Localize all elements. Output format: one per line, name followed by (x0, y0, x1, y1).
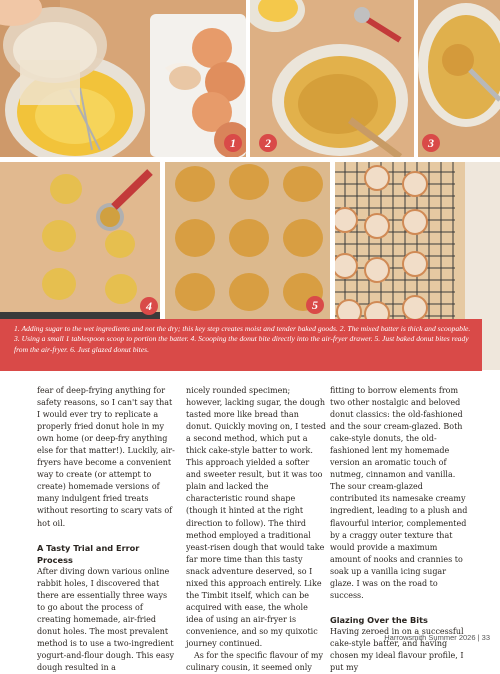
photo-air-fryer-drawer (0, 162, 160, 320)
photo-mixed-batter (250, 0, 414, 157)
text-column-3 (330, 385, 470, 674)
col2-paragraph-2: As for the specific flavour of my culinary cousin, it seemed only (186, 651, 323, 673)
badge-3: 3 (422, 134, 440, 152)
badge-2: 2 (259, 134, 277, 152)
photo-mixed-batter-art (250, 0, 414, 157)
heading-tasty-trial: A Tasty Trial and Error Process (37, 542, 140, 565)
photo-air-fryer-drawer-art (0, 162, 160, 320)
badge-1: 1 (224, 134, 242, 152)
photo-scoop-batter (418, 0, 500, 157)
col1-paragraph-2: After diving down various online rabbit holes, I discovered that there are essentially three ways to go about the process of creating homemade, air-fried donut holes. The most prevalent method is to use a two-ingredient yogurt-and-flour dough. This easy dough resulted in a (37, 566, 175, 672)
page-footer: Harrowsmith Summer 2026 | 33 (384, 633, 490, 642)
col1-paragraph-1: fear of deep-frying anything for safety reasons, so I can't say that I would ever try to replicate a properly fried donut hole in my own home (or deep-fry anything else for that matter!). Luckily, air-fryers have become a convenient way to create (or attempt to create) homemade versions of many indulgent fried treats without resorting to scary vats of hot oil. (37, 386, 175, 528)
photo-adding-sugar-art (0, 0, 246, 157)
col2-paragraph-1: nicely rounded specimen; however, lacking sugar, the dough tasted more like bread than donut. Quickly moving on, I tested a second method, which put a thick cake-style batter to work. This approach yielded a softer and sweeter result, but it was too plain and lacked the characteristic round shape (though it hinted at the right direction to follow). The third method employed a traditional yeast-risen dough that would take far more time than this tasty snack adventure deserved, so I nixed this approach entirely. Like the Timbit itself, which can be acquired with ease, the whole idea of using an air-fryer is convenience, and so my quixotic journey continued. (186, 386, 326, 648)
text-column-2 (186, 385, 326, 674)
photo-baked-bites (165, 162, 330, 320)
text-column-1 (37, 385, 177, 674)
photo-baked-bites-art (165, 162, 330, 320)
col3-paragraph-2: Having zeroed in on a successful cake-style batter, and having chosen my ideal flavour profile, I put my (330, 626, 464, 672)
col3-paragraph-1: fitting to borrow elements from two other nostalgic and beloved donut classics: the old-fashioned and the sour cream-glazed. Both cake-style donuts, the old-fashioned lent my homemade version an aromatic touch of nutmeg, cinnamon and vanilla. The sour cream-glazed contributed its namesake creamy ingredient, leading to a plush and flavourful interior, complemented by a craggy outer texture that would provide a maximum amount of nooks and crannies to soak up a vanilla icing sugar glaze. I was on the road to success. (330, 386, 468, 600)
badge-4: 4 (140, 297, 158, 315)
photo-adding-sugar (0, 0, 246, 157)
heading-glazing: Glazing Over the Bits (330, 614, 428, 625)
photo-caption: 1. Adding sugar to the wet ingredients and not the dry; this key step creates moist and tender baked goods. 2. The mixed batter is thick and scoopable. 3. Using a small 1 tablespoon scoop to portion the batter. 4. Scooping the donut bite directly into the air-fryer drawer. 5. Just baked donut bites ready from the air-fryer. 6. Just glazed donut bites. (0, 319, 482, 371)
badge-5: 5 (306, 296, 324, 314)
